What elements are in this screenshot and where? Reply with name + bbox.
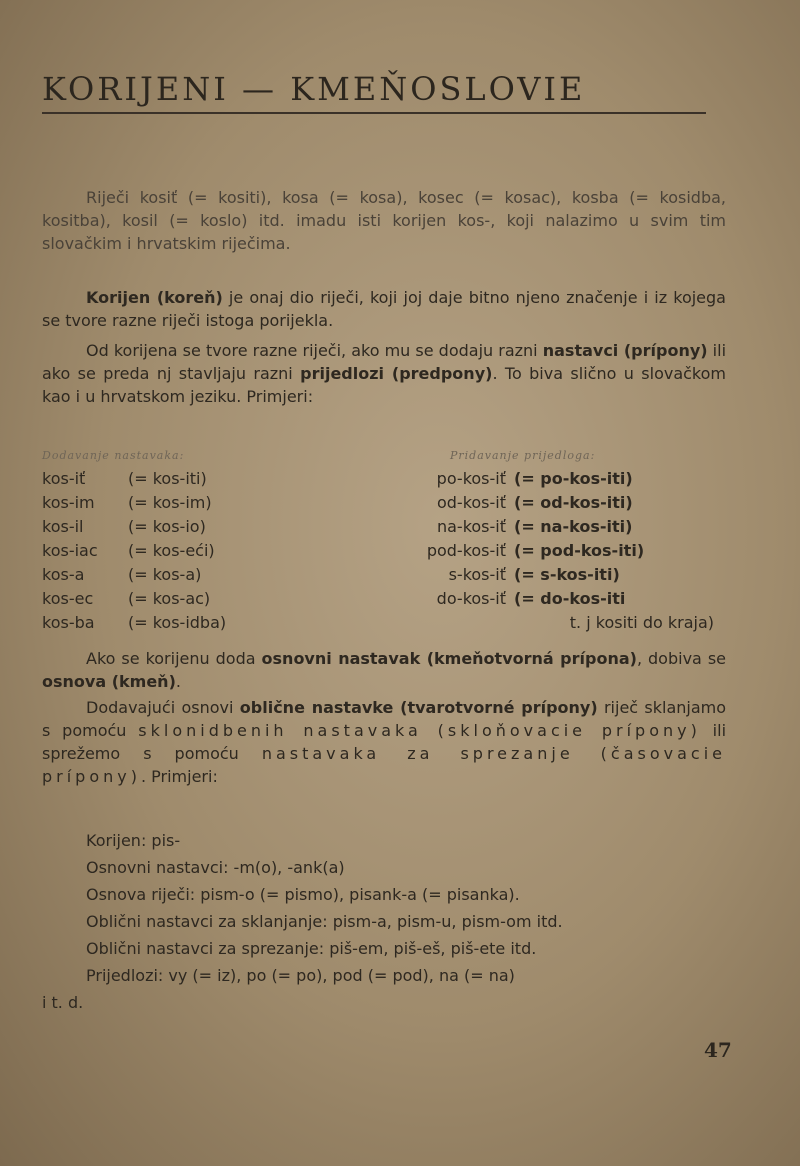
paragraph-stem: Ako se korijenu doda osnovni nastavak (kmeňotvorná prípona), dobiva se osnova (kmeň).: [42, 649, 727, 691]
example-row: kos-il (= kos-io): [42, 517, 206, 536]
formation-text-a: Od korijena se tvore razne riječi, ako mu se dodaju razni: [86, 341, 543, 360]
example-row: kos-ba (= kos-idba): [42, 613, 227, 632]
term-stem-suffix: osnovni nastavak (kmeňotvorná prípona): [261, 649, 637, 668]
term-suffixes: nastavci (prípony): [542, 341, 708, 360]
title-underline: [42, 112, 706, 114]
list-item: Oblični nastavci za sklanjanje: pism-a, pism-u, pism-om itd.: [86, 912, 563, 931]
term-inflection-suffixes: oblične nastavke (tvarotvorné prípony): [239, 698, 598, 717]
term-declension: sklonidbenih nastavaka (skloňovacie prípony): [138, 721, 701, 740]
example-row: po-kos-iť (= po-kos-iti): [436, 469, 633, 488]
example-list: [42, 827, 732, 1016]
list-item: Osnova riječi: pism-o (= pismo), pisank-a (= pisanka).: [86, 885, 520, 904]
term-root: Korijen (koreň): [86, 288, 223, 307]
list-item: Korijen: pis-: [86, 831, 181, 850]
example-row: pod-kos-iť (= pod-kos-iti): [426, 541, 645, 560]
page-title: KORIJENI — KMEŇOSLOVIE: [42, 70, 586, 108]
list-item: Osnovni nastavci: -m(o), -ank(a): [86, 858, 345, 877]
example-row: na-kos-iť (= na-kos-iti): [436, 517, 633, 536]
paragraph-inflection: Dodavajući osnovi oblične nastavke (tvarotvorné prípony) riječ sklanjamo s pomoću sklonidbenih nastavaka (skloňovacie prípony) ili sprežemo s pomoću nastavaka za sprezanje (časovacie prípony). Primjeri:: [42, 698, 727, 786]
list-end: i t. d.: [42, 993, 84, 1012]
formation-text-e: . To biva slično u slovačkom kao i u hrvatskom jeziku. Primjeri:: [42, 364, 726, 406]
example-row: od-kos-iť (= od-kos-iti): [436, 493, 633, 512]
list-item: Prijedlozi: vy (= iz), po (= po), pod (= pod), na (= na): [86, 966, 515, 985]
suffix-examples-column: [42, 445, 372, 635]
example-row: do-kos-iť (= do-kos-iti: [436, 589, 626, 608]
prefix-examples-column: [380, 445, 726, 635]
prefix-column-heading: Pridavanje prijedloga:: [450, 449, 596, 462]
formation-text-c: ili ako se preda nj stavljaju razni: [42, 341, 727, 383]
example-note: t. j kositi do kraja): [569, 613, 714, 632]
term-prefixes: prijedlozi (predpony): [300, 364, 493, 383]
paragraph-root-definition: [42, 286, 726, 332]
paragraph-formation: [42, 339, 726, 408]
paragraph-intro: Riječi kosiť (= kositi), kosa (= kosa), kosec (= kosac), kosba (= kosidba, kositba), kosil (= koslo) itd. imadu isti korijen kos-, koji nalazimo u svim tim slovačkim i hrvatskim riječima.: [42, 188, 726, 253]
page-number: 47: [704, 1038, 732, 1062]
example-row: kos-iac (= kos-eći): [42, 541, 215, 560]
suffix-column-heading: Dodavanje nastavaka:: [42, 449, 185, 462]
term-stem: osnova (kmeň): [42, 672, 176, 691]
example-row: kos-ec (= kos-ac): [42, 589, 211, 608]
term-conjugation: nastavaka za sprezanje (časovacie prípony): [42, 744, 726, 786]
example-row: s-kos-iť (= s-kos-iti): [448, 565, 620, 584]
example-row: kos-im (= kos-im): [42, 493, 212, 512]
root-definition-text: je onaj dio riječi, koji joj daje bitno njeno značenje i iz kojega se tvore razne riječi istoga porijekla.: [42, 288, 726, 330]
example-row: kos-a (= kos-a): [42, 565, 202, 584]
list-item: Oblični nastavci za sprezanje: piš-em, piš-eš, piš-ete itd.: [86, 939, 537, 958]
example-row: kos-iť (= kos-iti): [42, 469, 207, 488]
